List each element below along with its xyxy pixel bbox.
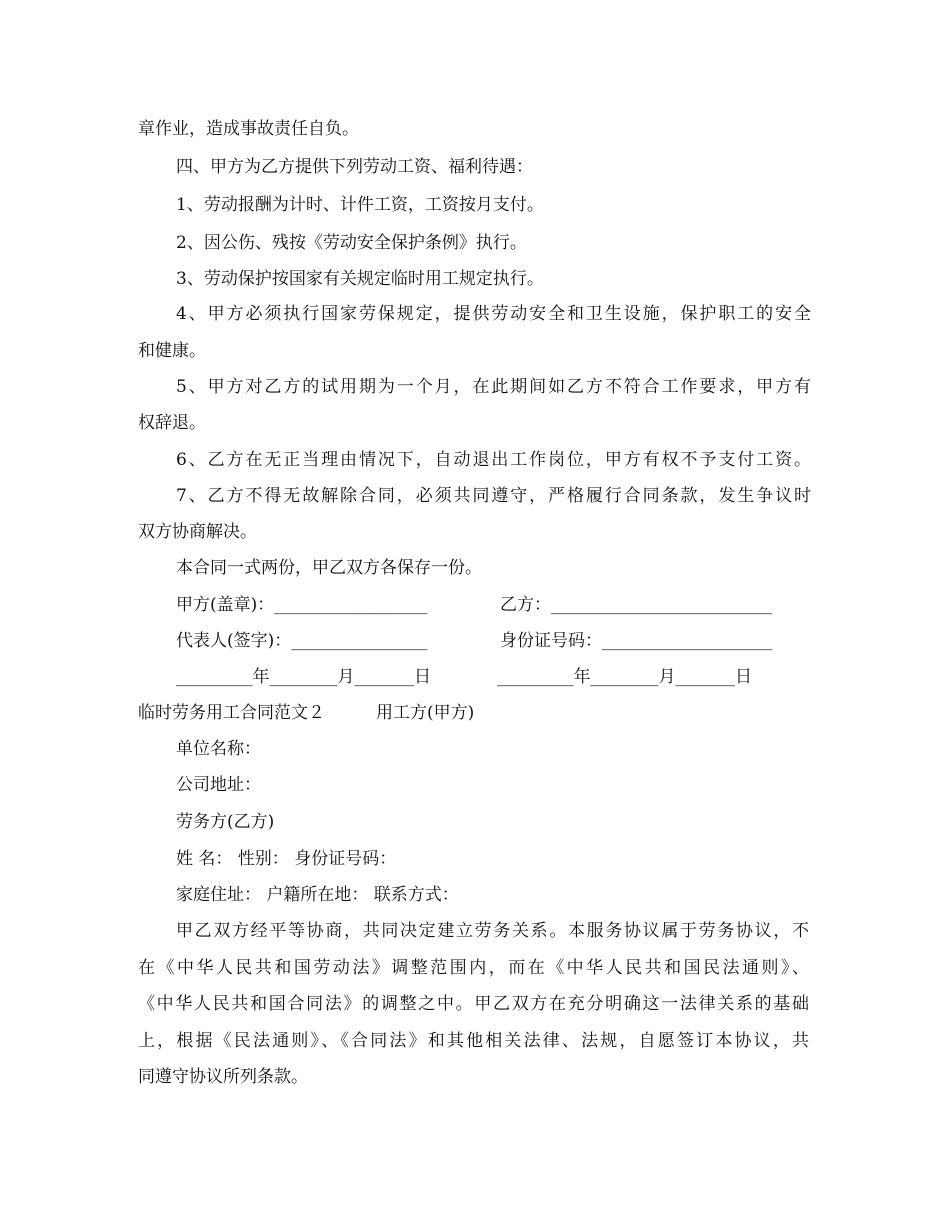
representative-signature-field: 代表人(签字)：________________ [176,631,428,651]
party-b-field: 乙方：__________________________ [500,595,772,615]
agreement-paragraph-line-3: 《中华人民共和国合同法》的调整之中。甲乙双方在充分明确这一法律关系的基础 [138,994,809,1014]
text-line: 章作业，造成事故责任自负。 [138,119,359,139]
contact-info-fields: 家庭住址： 户籍所在地： 联系方式： [176,885,459,905]
clause-2: 2、因公伤、残按《劳动安全保护条例》执行。 [176,233,527,253]
clause-7-line-2: 双方协商解决。 [138,522,257,542]
date-field-b: _________年________月_______日 [497,667,752,687]
company-address-field: 公司地址： [176,775,261,795]
section-heading-four: 四、甲方为乙方提供下列劳动工资、福利待遇： [176,157,533,177]
clause-5-line-2: 权辞退。 [138,413,206,433]
agreement-paragraph-line-1: 甲乙双方经平等协商，共同决定建立劳务关系。本服务协议属于劳务协议，不 [176,921,809,941]
clause-4-line-2: 和健康。 [138,341,206,361]
laborer-label: 劳务方(乙方) [176,812,275,832]
party-a-seal-field: 甲方(盖章)：__________________ [176,595,428,615]
section-2-heading: 临时劳务用工合同范文２ [138,703,325,723]
clause-7-line-1: 7、乙方不得无故解除合同，必须共同遵守，严格履行合同条款，发生争议时 [176,486,811,506]
clause-1: 1、劳动报酬为计时、计件工资，工资按月支付。 [176,195,544,215]
clause-6: 6、乙方在无正当理由情况下，自动退出工作岗位，甲方有权不予支付工资。 [176,450,811,470]
personal-info-fields: 姓 名： 性别： 身份证号码： [176,849,397,869]
clause-4-line-1: 4、甲方必须执行国家劳保规定，提供劳动安全和卫生设施，保护职工的安全 [176,304,811,324]
id-number-field: 身份证号码：____________________ [500,631,772,651]
agreement-paragraph-line-5: 同遵守协议所列条款。 [138,1067,308,1087]
date-field-a: _________年________月_______日 [176,667,431,687]
agreement-paragraph-line-2: 在《中华人民共和国劳动法》调整范围内，而在《中华人民共和国民法通则》、 [138,958,809,978]
copies-statement: 本合同一式两份，甲乙双方各保存一份。 [176,558,482,578]
employer-label: 用工方(甲方) [376,703,475,723]
unit-name-field: 单位名称： [176,739,261,759]
clause-3: 3、劳动保护按国家有关规定临时用工规定执行。 [176,269,544,289]
agreement-paragraph-line-4: 上，根据《民法通则》、《合同法》和其他相关法律、法规，自愿签订本协议，共 [138,1031,809,1051]
clause-5-line-1: 5、甲方对乙方的试用期为一个月，在此期间如乙方不符合工作要求，甲方有 [176,377,811,397]
